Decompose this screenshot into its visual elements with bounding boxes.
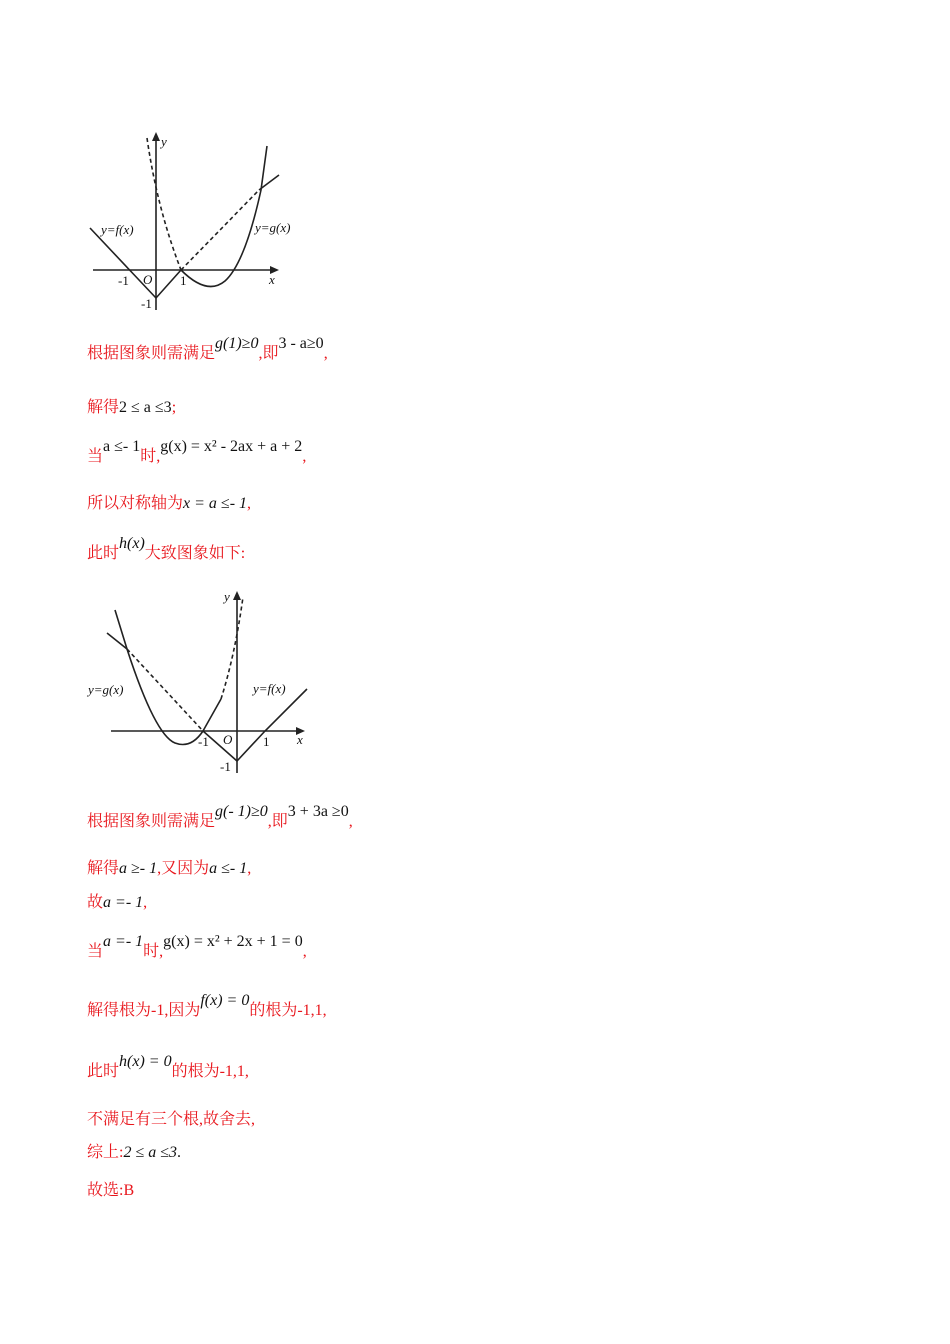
text-9: 当: [87, 943, 104, 960]
text-8: 故: [87, 894, 104, 911]
math-ineq: 2 ≤ a ≤3: [119, 399, 172, 416]
text-then: ,即: [258, 345, 279, 362]
y-arrow: [152, 132, 160, 141]
math-cond: g(- 1)≥0: [215, 803, 268, 820]
text-13: 综上:: [87, 1144, 124, 1161]
text-2: 解得: [87, 399, 120, 416]
y-neg1: -1: [141, 296, 152, 311]
tick-1: 1: [180, 273, 187, 288]
text-then: ,即: [267, 813, 288, 830]
line-3: [87, 438, 307, 466]
text-mid: ,又因为: [157, 860, 210, 877]
g-curve-solid: [181, 146, 267, 286]
y-axis-label: y: [161, 134, 167, 149]
text-1: 根据图象则需满足: [87, 345, 216, 362]
g-curve-dashed: [147, 138, 181, 270]
line-1: [87, 335, 328, 363]
punct: ,: [302, 448, 307, 465]
punct: ,: [348, 813, 353, 830]
text-end: 的根为-1,1,: [171, 1063, 249, 1080]
line-7: [87, 855, 251, 878]
text-7: 解得: [87, 860, 120, 877]
f-curve-dashed: [127, 649, 203, 731]
origin-label: O: [143, 272, 153, 287]
line-10: [87, 992, 327, 1020]
text-5: 此时: [87, 545, 120, 562]
figure-2: [85, 585, 315, 780]
text-then: 时,: [143, 943, 164, 960]
figure-1: [85, 128, 291, 318]
f-label: y=f(x): [253, 681, 286, 696]
math-ineq: 2 ≤ a ≤3: [123, 1144, 178, 1161]
math-ineq: 3 + 3a ≥0: [287, 803, 349, 820]
line-8: [87, 889, 147, 912]
math-expr: a =- 1: [103, 894, 144, 911]
math-cond: a ≤- 1: [209, 860, 248, 877]
math-cond: g(1)≥0: [215, 335, 259, 352]
math-cond: a ≤- 1: [103, 438, 141, 455]
text-3: 当: [87, 448, 104, 465]
tick-neg1: -1: [198, 734, 209, 749]
punct: ,: [247, 860, 252, 877]
g-label: y=g(x): [255, 220, 291, 235]
math-ineq: 3 - a≥0: [278, 335, 324, 352]
x-axis-label: x: [297, 732, 303, 747]
punct: ,: [302, 943, 307, 960]
text-6: 根据图象则需满足: [87, 813, 216, 830]
f-curve-dashed: [181, 190, 259, 270]
y-arrow: [233, 591, 241, 600]
punct: ,: [323, 345, 328, 362]
line-2: [87, 394, 176, 417]
math-expr: x = a ≤- 1: [183, 495, 248, 512]
line-4: [87, 490, 251, 513]
text-4: 所以对称轴为: [87, 495, 184, 512]
math-func: h(x): [119, 535, 145, 552]
line-11: [87, 1053, 249, 1081]
text-then: 时,: [140, 448, 161, 465]
y-neg1: -1: [220, 759, 231, 774]
text-10: 解得根为-1,因为: [87, 1002, 201, 1019]
text-14: 故选:B: [87, 1182, 135, 1199]
math-ineq: a ≥- 1: [119, 860, 158, 877]
line-14: [87, 1177, 134, 1200]
line-9: [87, 933, 307, 961]
punct: ;: [171, 399, 177, 416]
f-label: y=f(x): [101, 222, 134, 237]
math-cond: a =- 1: [103, 933, 144, 950]
math-func: g(x) = x² - 2ax + a + 2: [160, 438, 303, 455]
punct: ,: [143, 894, 148, 911]
punct: .: [177, 1144, 182, 1161]
text-end: 大致图象如下:: [144, 545, 246, 562]
f-curve-left: [90, 228, 181, 298]
origin-label: O: [223, 732, 233, 747]
punct: ,: [247, 495, 252, 512]
g-label: y=g(x): [88, 682, 124, 697]
f-curve-v: [203, 689, 307, 761]
g-curve-dashed: [221, 597, 243, 699]
text-12: 不满足有三个根,故舍去,: [87, 1111, 256, 1128]
y-axis-label: y: [224, 589, 230, 604]
line-12: [87, 1106, 255, 1129]
tick-neg1: -1: [118, 273, 129, 288]
math-func: f(x) = 0: [200, 992, 250, 1009]
line-5: [87, 535, 246, 563]
math-func: h(x) = 0: [119, 1053, 172, 1070]
x-axis-label: x: [269, 272, 275, 287]
text-11: 此时: [87, 1063, 120, 1080]
math-func: g(x) = x² + 2x + 1 = 0: [163, 933, 303, 950]
tick-1: 1: [263, 734, 270, 749]
g-curve-solid: [115, 610, 221, 745]
text-end: 的根为-1,1,: [249, 1002, 327, 1019]
line-6: [87, 803, 353, 831]
line-13: [87, 1139, 181, 1162]
